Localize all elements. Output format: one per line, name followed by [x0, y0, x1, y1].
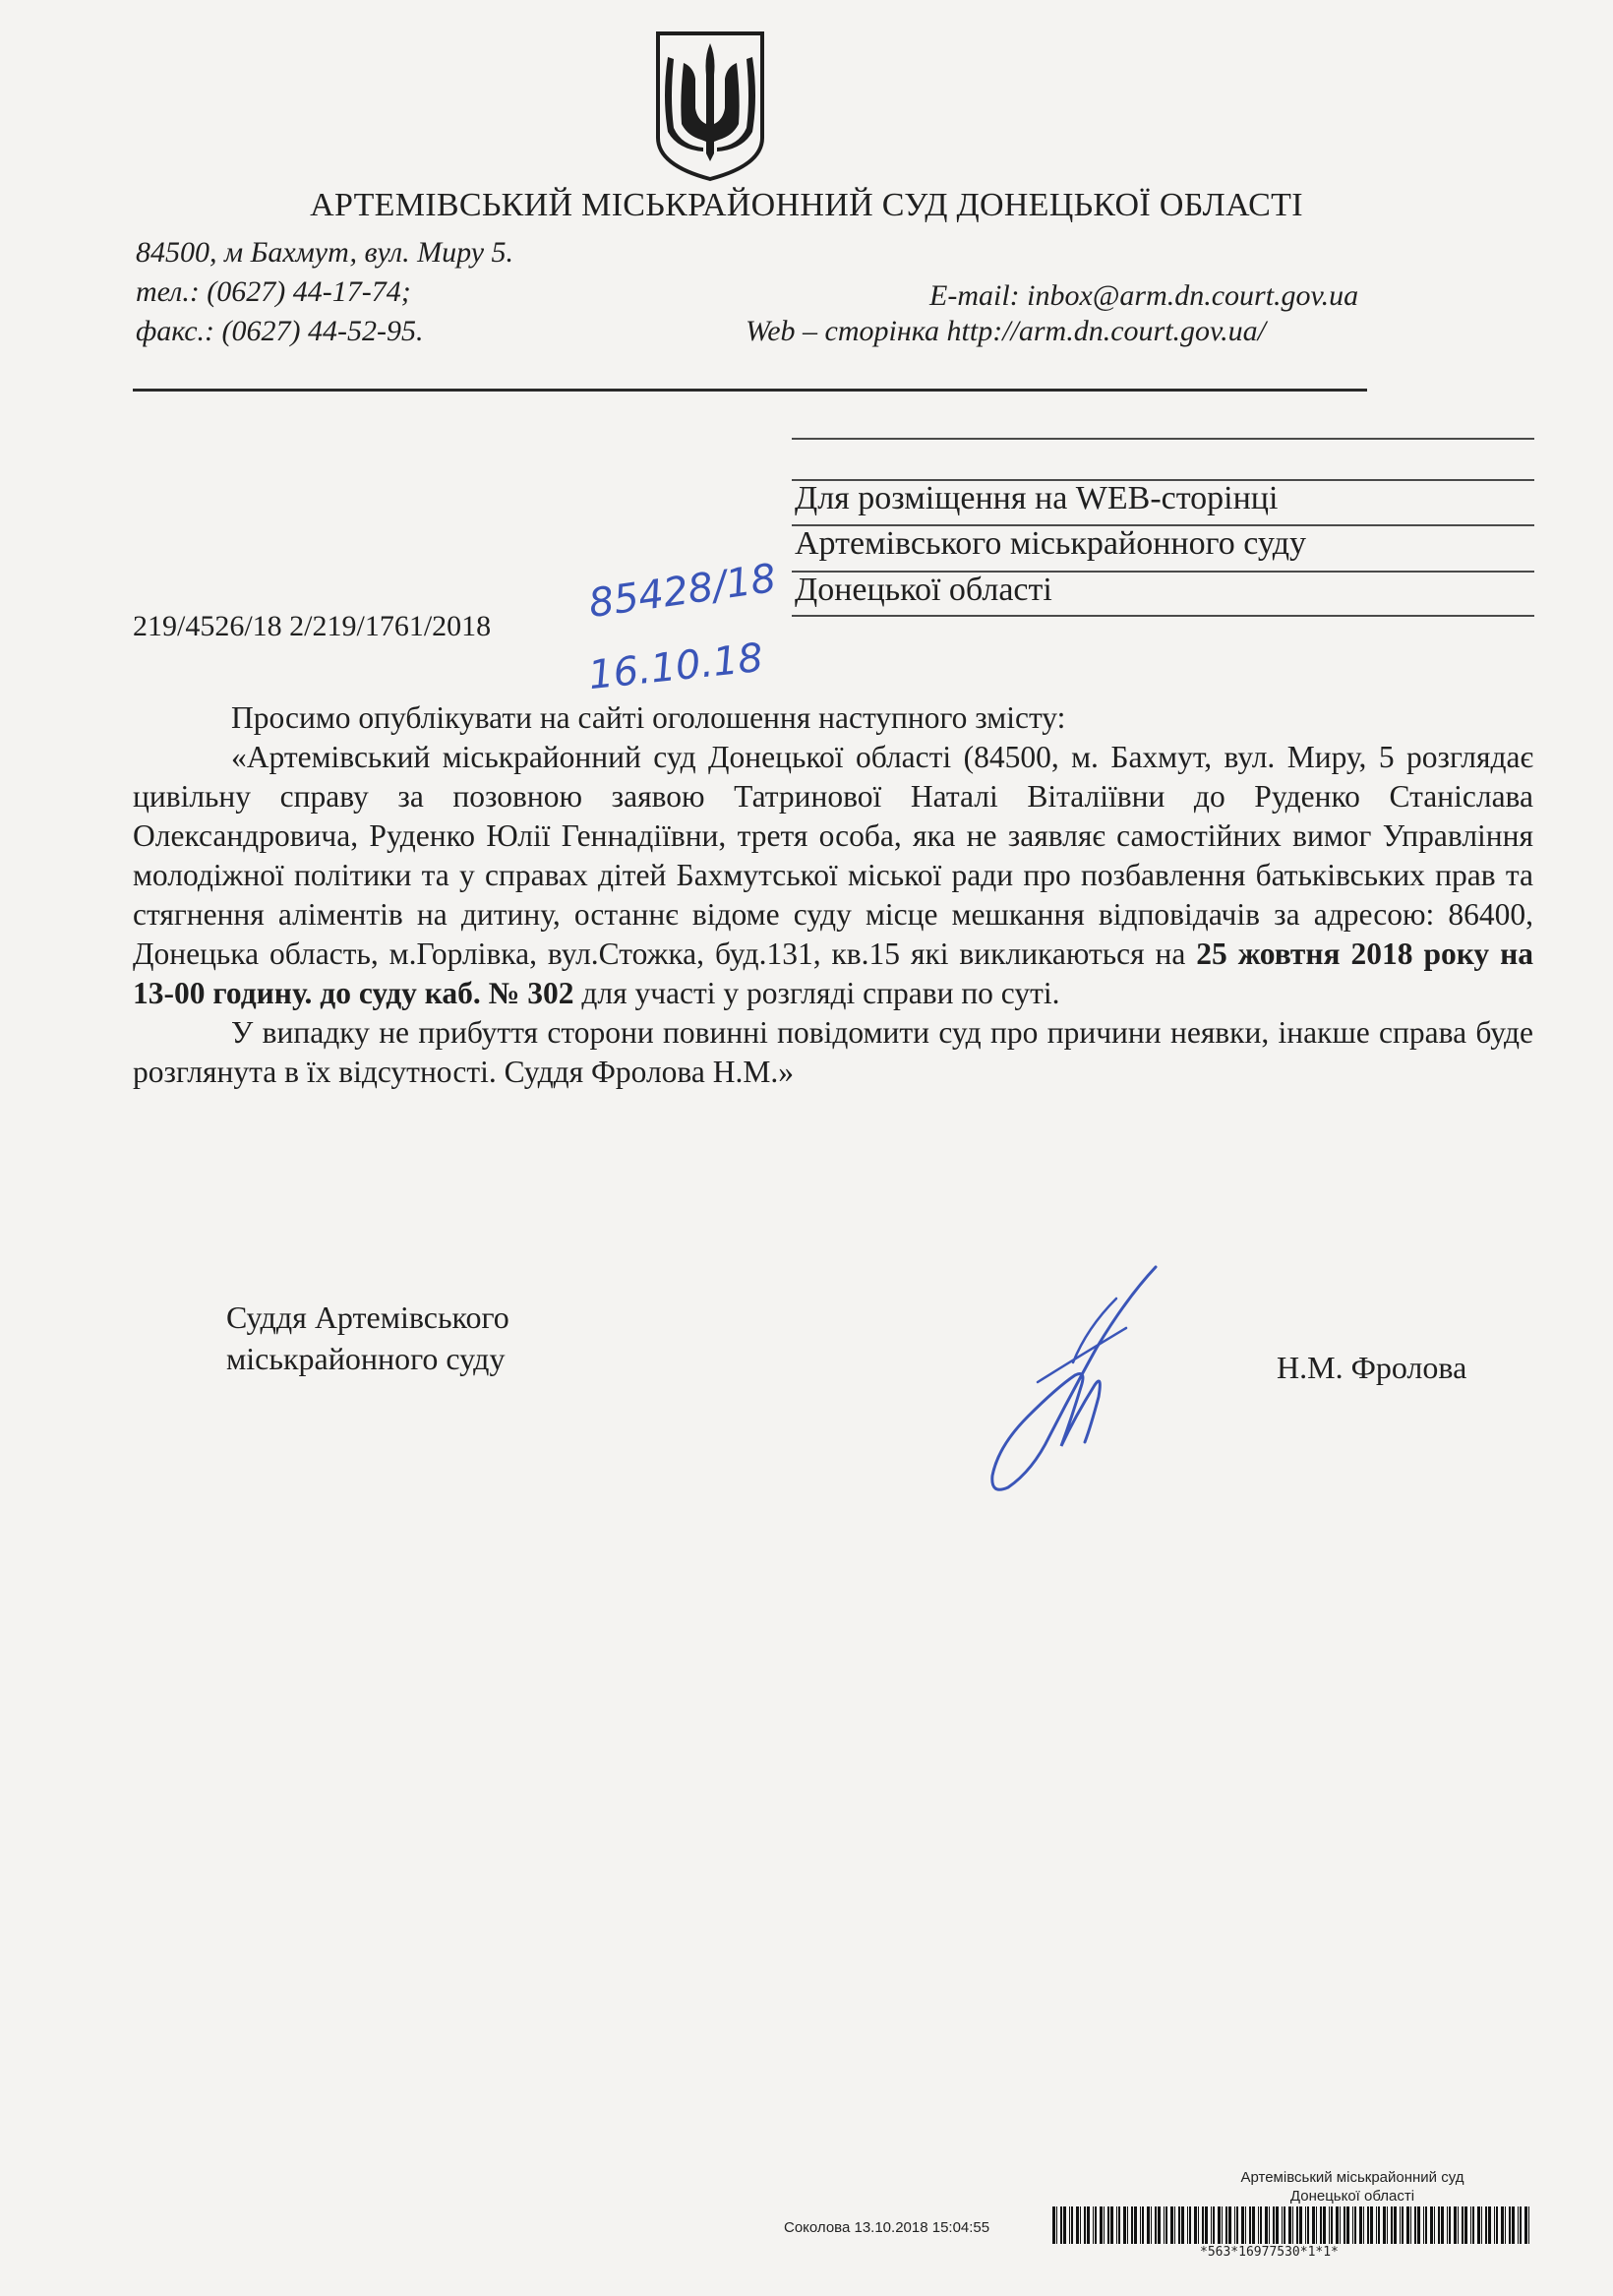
- barcode-bar: [1273, 2206, 1275, 2244]
- barcode-bar: [1292, 2206, 1293, 2244]
- barcode-bar: [1198, 2206, 1199, 2244]
- barcode-bar: [1376, 2206, 1377, 2244]
- barcode-bar: [1449, 2206, 1451, 2244]
- barcode-bar: [1378, 2206, 1380, 2244]
- barcode-bar: [1354, 2206, 1356, 2244]
- barcode-bar: [1123, 2206, 1126, 2244]
- barcode-bar: [1189, 2206, 1191, 2244]
- barcode-bar: [1116, 2206, 1117, 2244]
- recipient-line-1: Для розміщення на WEB-сторінці: [795, 480, 1279, 516]
- barcode-bar: [1181, 2206, 1184, 2244]
- barcode-bar: [1225, 2206, 1227, 2244]
- barcode-bar: [1170, 2206, 1173, 2244]
- barcode-bar: [1258, 2206, 1259, 2244]
- barcode-bar: [1340, 2206, 1341, 2244]
- barcode-bar: [1485, 2206, 1487, 2244]
- barcode-bar: [1520, 2206, 1522, 2244]
- barcode-bar: [1269, 2206, 1270, 2244]
- barcode-bar: [1494, 2206, 1495, 2244]
- barcode-bar: [1165, 2206, 1167, 2244]
- barcode-bar: [1336, 2206, 1339, 2244]
- barcode-bar: [1241, 2206, 1244, 2244]
- barcode-bar: [1352, 2206, 1353, 2244]
- barcode-bar: [1164, 2206, 1165, 2244]
- barcode-bar: [1084, 2206, 1086, 2244]
- barcode-bar: [1477, 2206, 1480, 2244]
- barcode-bar: [1107, 2206, 1109, 2244]
- barcode-bar: [1470, 2206, 1471, 2244]
- barcode-bar: [1118, 2206, 1120, 2244]
- barcode-bar: [1284, 2206, 1285, 2244]
- barcode-bar: [1406, 2206, 1409, 2244]
- barcode-bar: [1194, 2206, 1197, 2244]
- barcode-bar: [1282, 2206, 1283, 2244]
- court-fax: факс.: (0627) 44-52-95.: [136, 315, 424, 347]
- barcode-bar: [1501, 2206, 1504, 2244]
- barcode-bar: [1312, 2206, 1315, 2244]
- barcode-bar: [1071, 2206, 1073, 2244]
- barcode-bar: [1402, 2206, 1404, 2244]
- barcode-bar: [1441, 2206, 1444, 2244]
- barcode-bar: [1488, 2206, 1491, 2244]
- handwritten-date: 16.10.18: [586, 634, 766, 699]
- barcode-bar: [1052, 2206, 1055, 2244]
- barcode-bar: [1394, 2206, 1397, 2244]
- barcode-bar: [1104, 2206, 1105, 2244]
- barcode-bar: [1211, 2206, 1212, 2244]
- registration-barcode: [1052, 2206, 1534, 2244]
- barcode-bar: [1063, 2206, 1066, 2244]
- coat-of-arms-emblem: [652, 30, 768, 182]
- barcode-bar: [1423, 2206, 1424, 2244]
- barcode-bar: [1359, 2206, 1362, 2244]
- recipient-rule: [792, 615, 1534, 617]
- barcode-bar: [1438, 2206, 1440, 2244]
- barcode-bar: [1080, 2206, 1081, 2244]
- barcode-bar: [1524, 2206, 1527, 2244]
- barcode-bar: [1060, 2206, 1062, 2244]
- barcode-bar: [1236, 2206, 1238, 2244]
- recipient-rule: [792, 438, 1534, 440]
- barcode-bar: [1363, 2206, 1364, 2244]
- barcode-bar: [1134, 2206, 1137, 2244]
- barcode-bar: [1140, 2206, 1141, 2244]
- header-divider: [133, 389, 1367, 392]
- court-web: Web – сторінка http://arm.dn.court.gov.ua/: [746, 315, 1266, 347]
- barcode-bar: [1323, 2206, 1326, 2244]
- barcode-bar: [1496, 2206, 1498, 2244]
- barcode-bar: [1245, 2206, 1246, 2244]
- barcode-bar: [1265, 2206, 1268, 2244]
- barcode-bar: [1151, 2206, 1152, 2244]
- barcode-bar: [1305, 2206, 1306, 2244]
- barcode-bar: [1383, 2206, 1386, 2244]
- barcode-bar: [1288, 2206, 1291, 2244]
- barcode-bar: [1472, 2206, 1474, 2244]
- barcode-bar: [1331, 2206, 1333, 2244]
- barcode-bar: [1095, 2206, 1097, 2244]
- barcode-number: *563*16977530*1*1*: [1200, 2245, 1339, 2260]
- barcode-bar: [1202, 2206, 1204, 2244]
- barcode-bar: [1142, 2206, 1144, 2244]
- barcode-bar: [1093, 2206, 1094, 2244]
- barcode-bar: [1174, 2206, 1175, 2244]
- absence-paragraph: У випадку не прибуття сторони повинні повідомити суд про причини неявки, інакше справа буде розглянута в їх відсутності. Суддя Фролова Н.М.»: [133, 1015, 1533, 1089]
- barcode-bar: [1296, 2206, 1298, 2244]
- barcode-bar: [1400, 2206, 1401, 2244]
- barcode-bar: [1344, 2206, 1345, 2244]
- case-numbers: 219/4526/18 2/219/1761/2018: [133, 610, 492, 642]
- barcode-bar: [1462, 2206, 1464, 2244]
- handwritten-signature: [979, 1259, 1165, 1495]
- signer-name: Н.М. Фролова: [1277, 1350, 1467, 1385]
- barcode-bar: [1076, 2206, 1079, 2244]
- barcode-bar: [1222, 2206, 1223, 2244]
- barcode-bar: [1417, 2206, 1420, 2244]
- handwritten-reg-number: 85428/18: [585, 555, 779, 628]
- barcode-bar: [1447, 2206, 1448, 2244]
- barcode-bar: [1481, 2206, 1482, 2244]
- barcode-bar: [1509, 2206, 1511, 2244]
- barcode-bar: [1100, 2206, 1103, 2244]
- court-address: 84500, м Бахмут, вул. Миру 5.: [136, 236, 514, 269]
- barcode-bar: [1056, 2206, 1057, 2244]
- barcode-bar: [1187, 2206, 1188, 2244]
- barcode-bar: [1131, 2206, 1133, 2244]
- announcement-paragraph: «Артемівський міськрайонний суд Донецької області (84500, м. Бахмут, вул. Миру, 5 розглядає цивільну справу за позовною заявою Татринової Наталі Віталіївни до Руденко Станіслава Олександровича, Руденко Юлії Геннадіївни, третя особа, яка не заявляє самостійних вимог Управління молодіжної політики та у справах дітей Бахмутської міської ради про позбавлення батьківських прав та стягнення аліментів на дитину, останнє відоме суду місце мешкання відповідачів за адресою: 86400, Донецька область, м.Горлівка, вул.Стожка, буд.131, кв.15 які викликаються на 25 жовтня 2018 року на 13-00 годину. до суду каб. № 302 для участі у розгляді справи по суті.: [133, 740, 1533, 1010]
- barcode-bar: [1518, 2206, 1519, 2244]
- barcode-bar: [1329, 2206, 1330, 2244]
- barcode-bar: [1458, 2206, 1459, 2244]
- barcode-bar: [1320, 2206, 1322, 2244]
- barcode-bar: [1127, 2206, 1128, 2244]
- barcode-bar: [1316, 2206, 1317, 2244]
- barcode-bar: [1528, 2206, 1529, 2244]
- barcode-bar: [1505, 2206, 1506, 2244]
- barcode-bar: [1425, 2206, 1427, 2244]
- barcode-bar: [1249, 2206, 1251, 2244]
- registration-user-timestamp: Соколова 13.10.2018 15:04:55: [784, 2219, 990, 2236]
- barcode-bar: [1155, 2206, 1157, 2244]
- barcode-bar: [1387, 2206, 1388, 2244]
- barcode-bar: [1069, 2206, 1070, 2244]
- barcode-bar: [1370, 2206, 1373, 2244]
- hearing-date-bold: 25 жовтня 2018 року на 13-00 годину. до суду каб. № 302: [133, 937, 1533, 1010]
- barcode-bar: [1454, 2206, 1457, 2244]
- barcode-bar: [1110, 2206, 1113, 2244]
- court-phone: тел.: (0627) 44-17-74;: [136, 275, 411, 308]
- barcode-bar: [1307, 2206, 1309, 2244]
- barcode-bar: [1414, 2206, 1416, 2244]
- barcode-bar: [1228, 2206, 1231, 2244]
- barcode-bar: [1410, 2206, 1411, 2244]
- barcode-bar: [1512, 2206, 1515, 2244]
- barcode-bar: [1391, 2206, 1393, 2244]
- announcement-body: [133, 698, 1533, 1092]
- barcode-bar: [1367, 2206, 1369, 2244]
- recipient-line-3: Донецької області: [795, 572, 1052, 608]
- barcode-bar: [1234, 2206, 1235, 2244]
- barcode-bar: [1147, 2206, 1150, 2244]
- barcode-bar: [1299, 2206, 1302, 2244]
- barcode-bar: [1276, 2206, 1279, 2244]
- intro-paragraph: Просимо опублікувати на сайті оголошення наступного змісту:: [231, 700, 1066, 735]
- barcode-bar: [1213, 2206, 1215, 2244]
- barcode-bar: [1434, 2206, 1435, 2244]
- barcode-bar: [1464, 2206, 1467, 2244]
- court-name-heading: АРТЕМІВСЬКИЙ МІСЬКРАЙОННИЙ СУД ДОНЕЦЬКОЇ ОБЛАСТІ: [310, 187, 1303, 223]
- barcode-bar: [1205, 2206, 1208, 2244]
- barcode-bar: [1252, 2206, 1255, 2244]
- court-email: E-mail: inbox@arm.dn.court.gov.ua: [929, 279, 1359, 312]
- registration-court: Артемівський міськрайонний суд Донецької області: [1240, 2169, 1464, 2205]
- barcode-bar: [1218, 2206, 1221, 2244]
- recipient-line-2: Артемівського міськрайонного суду: [795, 525, 1307, 562]
- signer-title: Суддя Артемівського міськрайонного суду: [226, 1299, 509, 1376]
- barcode-bar: [1260, 2206, 1262, 2244]
- barcode-bar: [1430, 2206, 1433, 2244]
- barcode-bar: [1178, 2206, 1180, 2244]
- barcode-bar: [1346, 2206, 1349, 2244]
- barcode-bar: [1087, 2206, 1090, 2244]
- barcode-bar: [1158, 2206, 1161, 2244]
